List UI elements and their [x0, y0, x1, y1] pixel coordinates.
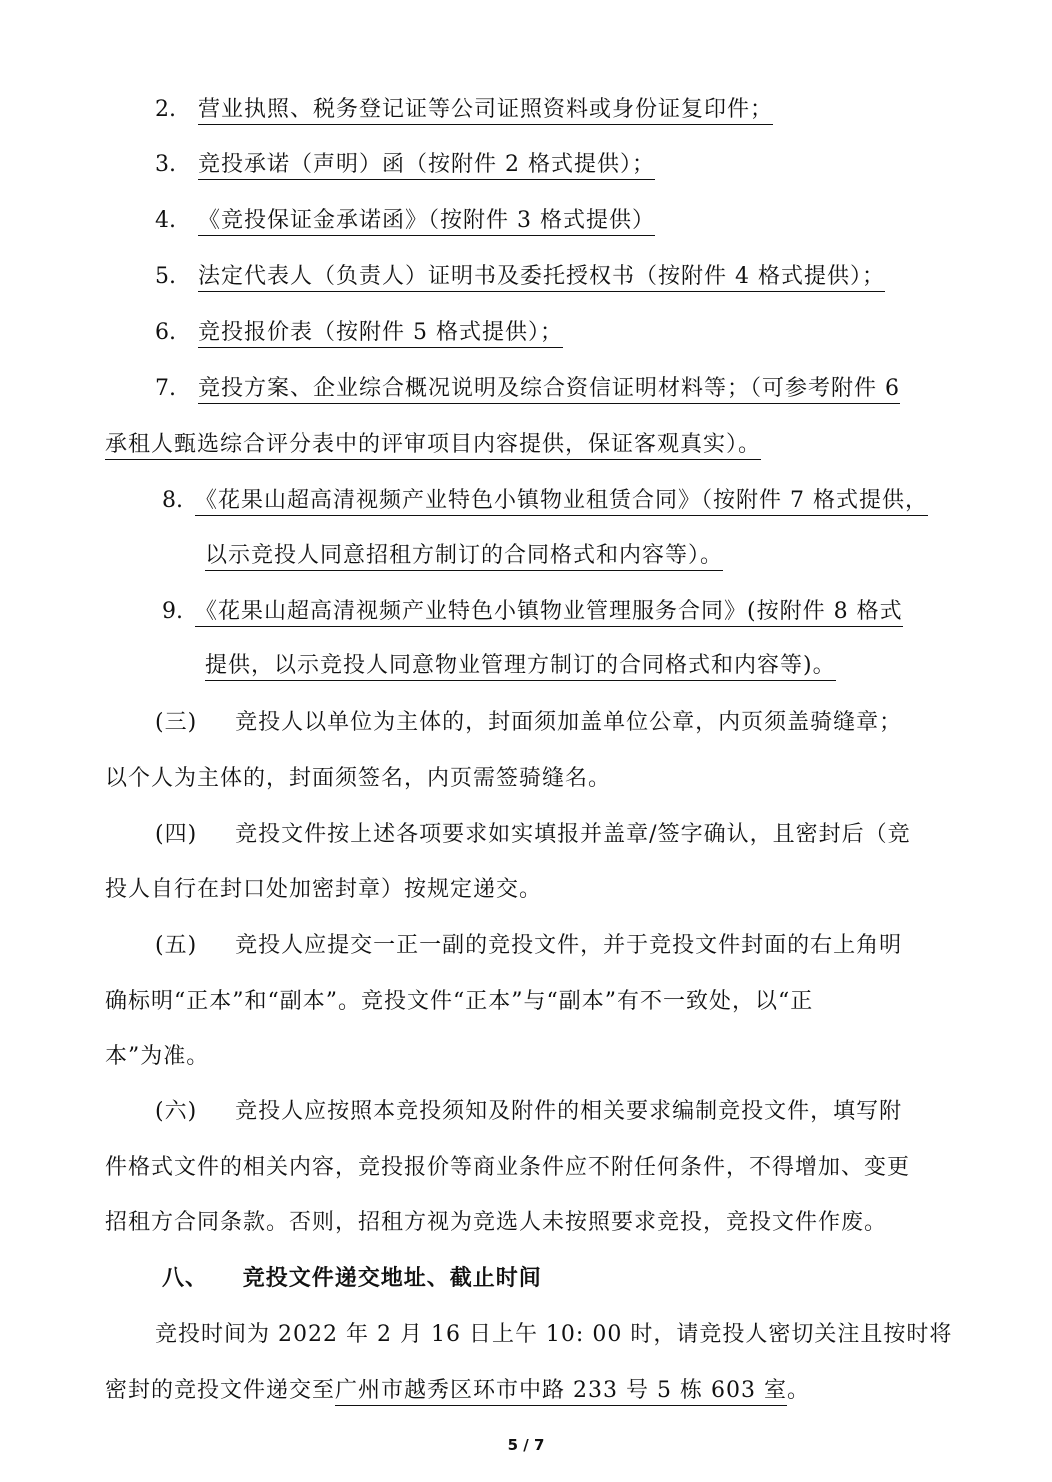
paragraph-continuation: 以个人为主体的，封面须签名，内页需签骑缝名。	[105, 766, 612, 791]
paragraph-continuation: 招租方合同条款。否则，招租方视为竞选人未按照要求竞投，竞投文件作废。	[105, 1210, 888, 1235]
list-item-continuation	[205, 651, 836, 681]
item-number: 3.	[155, 152, 176, 177]
item-text: 法定代表人（负责人）证明书及委托授权书（按附件 4 格式提供）；	[198, 264, 885, 292]
paragraph-continuation: 投人自行在封口处加密封章）按规定递交。	[105, 877, 543, 902]
paragraph-text: 竞投人以单位为主体的，封面须加盖单位公章，内页须盖骑缝章；	[235, 710, 903, 735]
item-number: 5.	[155, 264, 176, 289]
section-title: 竞投文件递交地址、截止时间	[242, 1266, 542, 1291]
paragraph-label: (六)	[155, 1099, 198, 1124]
item-number: 4.	[155, 208, 176, 233]
paragraph	[155, 931, 902, 961]
paragraph	[155, 708, 902, 738]
list-item-continuation	[105, 430, 761, 460]
paragraph-text: 竞投人应按照本竞投须知及附件的相关要求编制竞投文件，填写附	[235, 1099, 903, 1124]
paragraph-continuation: 件格式文件的相关内容，竞投报价等商业条件应不附任何条件，不得增加、变更	[105, 1155, 911, 1180]
paragraph-label: (三)	[155, 710, 198, 735]
paragraph-continuation: 本”为准。	[105, 1044, 210, 1069]
address-text: 广州市越秀区环市中路 233 号 5 栋 603 室	[335, 1378, 787, 1406]
item-text: 《花果山超高清视频产业特色小镇物业租赁合同》（按附件 7 格式提供，	[195, 488, 928, 516]
item-text: 承租人甄选综合评分表中的评审项目内容提供，保证客观真实）。	[105, 432, 761, 460]
paragraph-text: 竞投文件按上述各项要求如实填报并盖章/签字确认，且密封后（竞	[235, 822, 911, 847]
list-item	[162, 486, 928, 516]
item-text: 《竞投保证金承诺函》（按附件 3 格式提供）	[198, 208, 655, 236]
text: 。	[786, 1378, 810, 1403]
paragraph: 竞投时间为 2022 年 2 月 16 日上午 10: 00 时，请竞投人密切关注且按时将	[155, 1322, 953, 1347]
section-number: 八、	[162, 1266, 209, 1291]
paragraph-label: (五)	[155, 933, 198, 958]
list-item	[155, 318, 563, 348]
list-item	[155, 262, 885, 292]
list-item	[162, 597, 903, 627]
paragraph	[155, 1097, 902, 1127]
list-item	[155, 206, 655, 236]
item-number: 9.	[162, 599, 183, 624]
list-item	[155, 95, 773, 125]
item-text: 《花果山超高清视频产业特色小镇物业管理服务合同》(按附件 8 格式	[195, 599, 903, 627]
item-text: 营业执照、税务登记证等公司证照资料或身份证复印件；	[198, 97, 773, 125]
item-number: 2.	[155, 97, 176, 122]
item-number: 8.	[162, 488, 183, 513]
paragraph	[155, 820, 911, 850]
section-heading	[162, 1264, 542, 1294]
text: 密封的竞投文件递交至	[105, 1378, 336, 1403]
page-number: 5 / 7	[507, 1436, 545, 1454]
list-item	[155, 150, 655, 180]
item-text: 以示竞投人同意招租方制订的合同格式和内容等）。	[205, 543, 723, 571]
paragraph-continuation: 确标明“正本”和“副本”。竞投文件“正本”与“副本”有不一致处，以“正	[105, 989, 814, 1014]
item-text: 竞投方案、企业综合概况说明及综合资信证明材料等；（可参考附件 6	[198, 376, 900, 404]
list-item	[155, 374, 900, 404]
paragraph-text: 竞投人应提交一正一副的竞投文件，并于竞投文件封面的右上角明	[235, 933, 903, 958]
item-number: 6.	[155, 320, 176, 345]
item-number: 7.	[155, 376, 176, 401]
item-text: 竞投报价表（按附件 5 格式提供）；	[198, 320, 563, 348]
item-text: 竞投承诺（声明）函（按附件 2 格式提供）；	[198, 152, 655, 180]
paragraph-continuation	[105, 1376, 810, 1406]
list-item-continuation	[205, 541, 723, 571]
paragraph-label: (四)	[155, 822, 198, 847]
item-text: 提供，以示竞投人同意物业管理方制订的合同格式和内容等)。	[205, 653, 836, 681]
